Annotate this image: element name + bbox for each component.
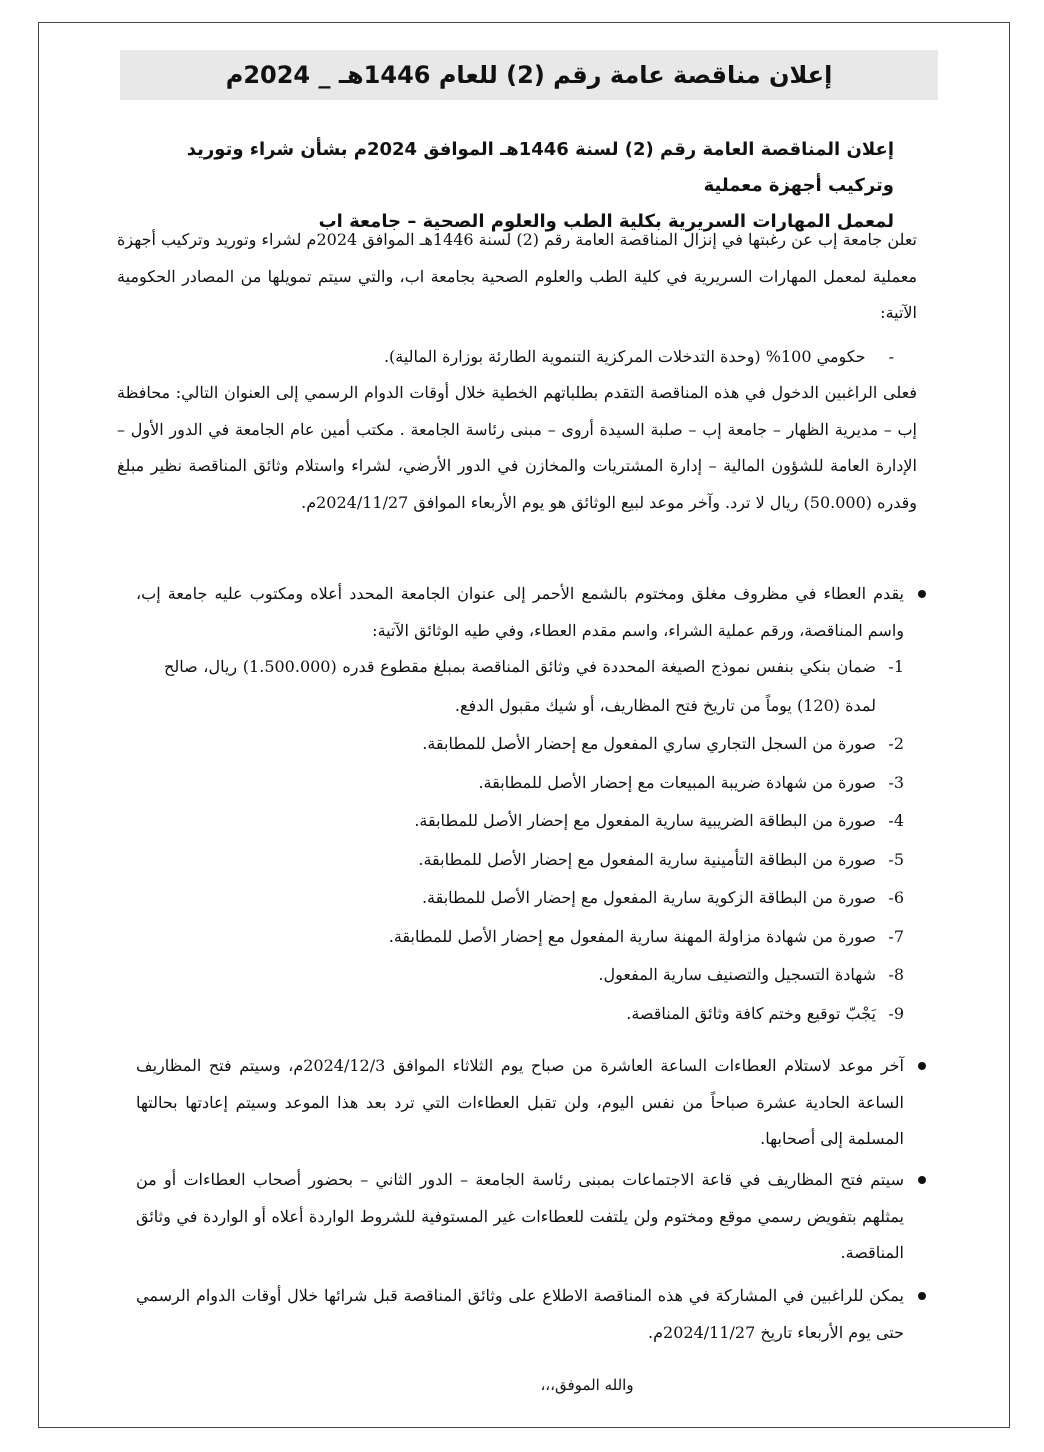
page-title: إعلان مناقصة عامة رقم (2) للعام 1446هـ _ 2024م	[225, 61, 833, 89]
list-item	[164, 841, 904, 880]
closing-line: والله الموفق،،،	[540, 1376, 634, 1394]
funding-dash: -	[888, 347, 894, 366]
item-text: صورة من البطاقة التأمينية سارية المفعول مع إحضار الأصل للمطابقة.	[418, 849, 876, 869]
bullet-dot-icon	[918, 1062, 926, 1070]
call-paragraph: فعلى الراغبين الدخول في هذه المناقصة التقدم بطلباتهم الخطية خلال أوقات الدوام الرسمي إلى العنوان التالي: محافظة إب – مديرية الظهار – جامعة إب – صلبة السيدة أروى – مبنى رئاسة الجامعة . مكتب أمين عام الجامعة في الدور الأول – الإدارة العامة للشؤون المالية – إدارة المشتريات والمخازن في الدور الأرضي، لشراء واستلام وثائق المناقصة نظير مبلغ وقدره (50.000) ريال لا ترد. وآخر موعد لبيع الوثائق هو يوم الأربعاء الموافق 2024/11/27م.	[117, 383, 917, 512]
submission-text: يقدم العطاء في مظروف مغلق ومختوم بالشمع الأحمر إلى عنوان الجامعة المحدد أعلاه ومكتوب عليه جامعة إب، واسم المناقصة، ورقم عملية الشراء، واسم مقدم العطاء، وفي طيه الوثائق الآتية:	[136, 584, 904, 640]
funding-text: حكومي 100% (وحدة التدخلات المركزية التنموية الطارئة بوزارة المالية).	[383, 347, 866, 366]
funding-source	[384, 339, 894, 375]
item-text: صورة من البطاقة الضريبية سارية المفعول مع إحضار الأصل للمطابقة.	[414, 811, 876, 830]
list-item	[164, 956, 904, 995]
item-number: 7-	[888, 926, 904, 946]
review-bullet	[136, 1278, 926, 1351]
bullet-dot-icon	[918, 1176, 926, 1184]
subheading-line-1: إعلان المناقصة العامة رقم (2) لسنة 1446هـ الموافق 2024م بشأن شراء وتوريد وتركيب أجهزة معملية	[186, 139, 894, 196]
list-item	[164, 802, 904, 841]
item-text: ضمان بنكي بنفس نموذج الصيغة المحددة في وثائق المناقصة بمبلغ مقطوع قدره (1.500.000) ريال، صالح لمدة (120) يوماً من تاريخ فتح المظاريف، أو شيك مقبول الدفع.	[164, 657, 877, 715]
item-text: صورة من السجل التجاري ساري المفعول مع إحضار الأصل للمطابقة.	[422, 734, 876, 753]
item-number: 6-	[888, 888, 904, 907]
item-text: صورة من شهادة ضريبة المبيعات مع إحضار الأصل للمطابقة.	[478, 772, 876, 792]
list-item	[164, 725, 904, 764]
list-item	[164, 648, 904, 725]
list-item	[164, 879, 904, 918]
item-number: 4-	[888, 811, 904, 830]
deadline-text: آخر موعد لاستلام العطاءات الساعة العاشرة من صباح يوم الثلاثاء الموافق 2024/12/3م، وسيتم فتح المظاريف الساعة الحادية عشرة صباحاً من نفس اليوم، ولن تقبل العطاءات التي ترد بعد هذا الموعد وسيتم إعادتها بحالتها المسلمة إلى أصحابها.	[136, 1056, 904, 1148]
required-documents-list	[164, 648, 904, 1033]
item-text: صورة من شهادة مزاولة المهنة سارية المفعول مع إحضار الأصل للمطابقة.	[388, 926, 876, 946]
deadline-bullet	[136, 1048, 926, 1158]
list-item	[164, 764, 904, 803]
review-text: يمكن للراغبين في المشاركة في هذه المناقصة الاطلاع على وثائق المناقصة قبل شرائها خلال أوقات الدوام الرسمي حتى يوم الأربعاء تاريخ 2024/11/27م.	[136, 1286, 904, 1342]
item-text: شهادة التسجيل والتصنيف سارية المفعول.	[598, 965, 876, 984]
item-number: 3-	[888, 772, 904, 792]
opening-text: سيتم فتح المظاريف في قاعة الاجتماعات بمبنى رئاسة الجامعة – الدور الثاني – بحضور أصحاب العطاءات أو من يمثلهم بتفويض رسمي موقع ومختوم ولن يلتفت للعطاءات غير المستوفية للشروط الواردة أعلاه أو الواردة في وثائق المناقصة.	[136, 1170, 904, 1262]
item-number: 5-	[888, 849, 904, 869]
list-item	[164, 918, 904, 957]
item-number: 1-	[888, 657, 904, 676]
item-number: 8-	[888, 965, 904, 984]
title-banner	[120, 50, 938, 100]
subheading-line-2: لمعمل المهارات السريرية بكلية الطب والعلوم الصحية – جامعة اب	[318, 211, 894, 232]
list-item	[164, 995, 904, 1034]
bullet-dot-icon	[918, 1292, 926, 1300]
submission-bullet	[136, 576, 926, 649]
opening-bullet	[136, 1162, 926, 1272]
item-number: 2-	[888, 734, 904, 753]
item-number: 9-	[888, 1003, 904, 1023]
bullet-dot-icon	[918, 590, 926, 598]
intro-paragraph: تعلن جامعة إب عن رغبتها في إنزال المناقصة العامة رقم (2) لسنة 1446هـ الموافق 2024م لشراء وتوريد وتركيب أجهزة معملية لمعمل المهارات السريرية في كلية الطب والعلوم الصحية بجامعة اب، والتي سيتم تمويلها من المصادر الحكومية الآتية:	[117, 230, 918, 322]
item-text: يَجْبّ توقيع وختم كافة وثائق المناقصة.	[626, 1003, 876, 1023]
item-text: صورة من البطاقة الزكوية سارية المفعول مع إحضار الأصل للمطابقة.	[421, 888, 876, 907]
